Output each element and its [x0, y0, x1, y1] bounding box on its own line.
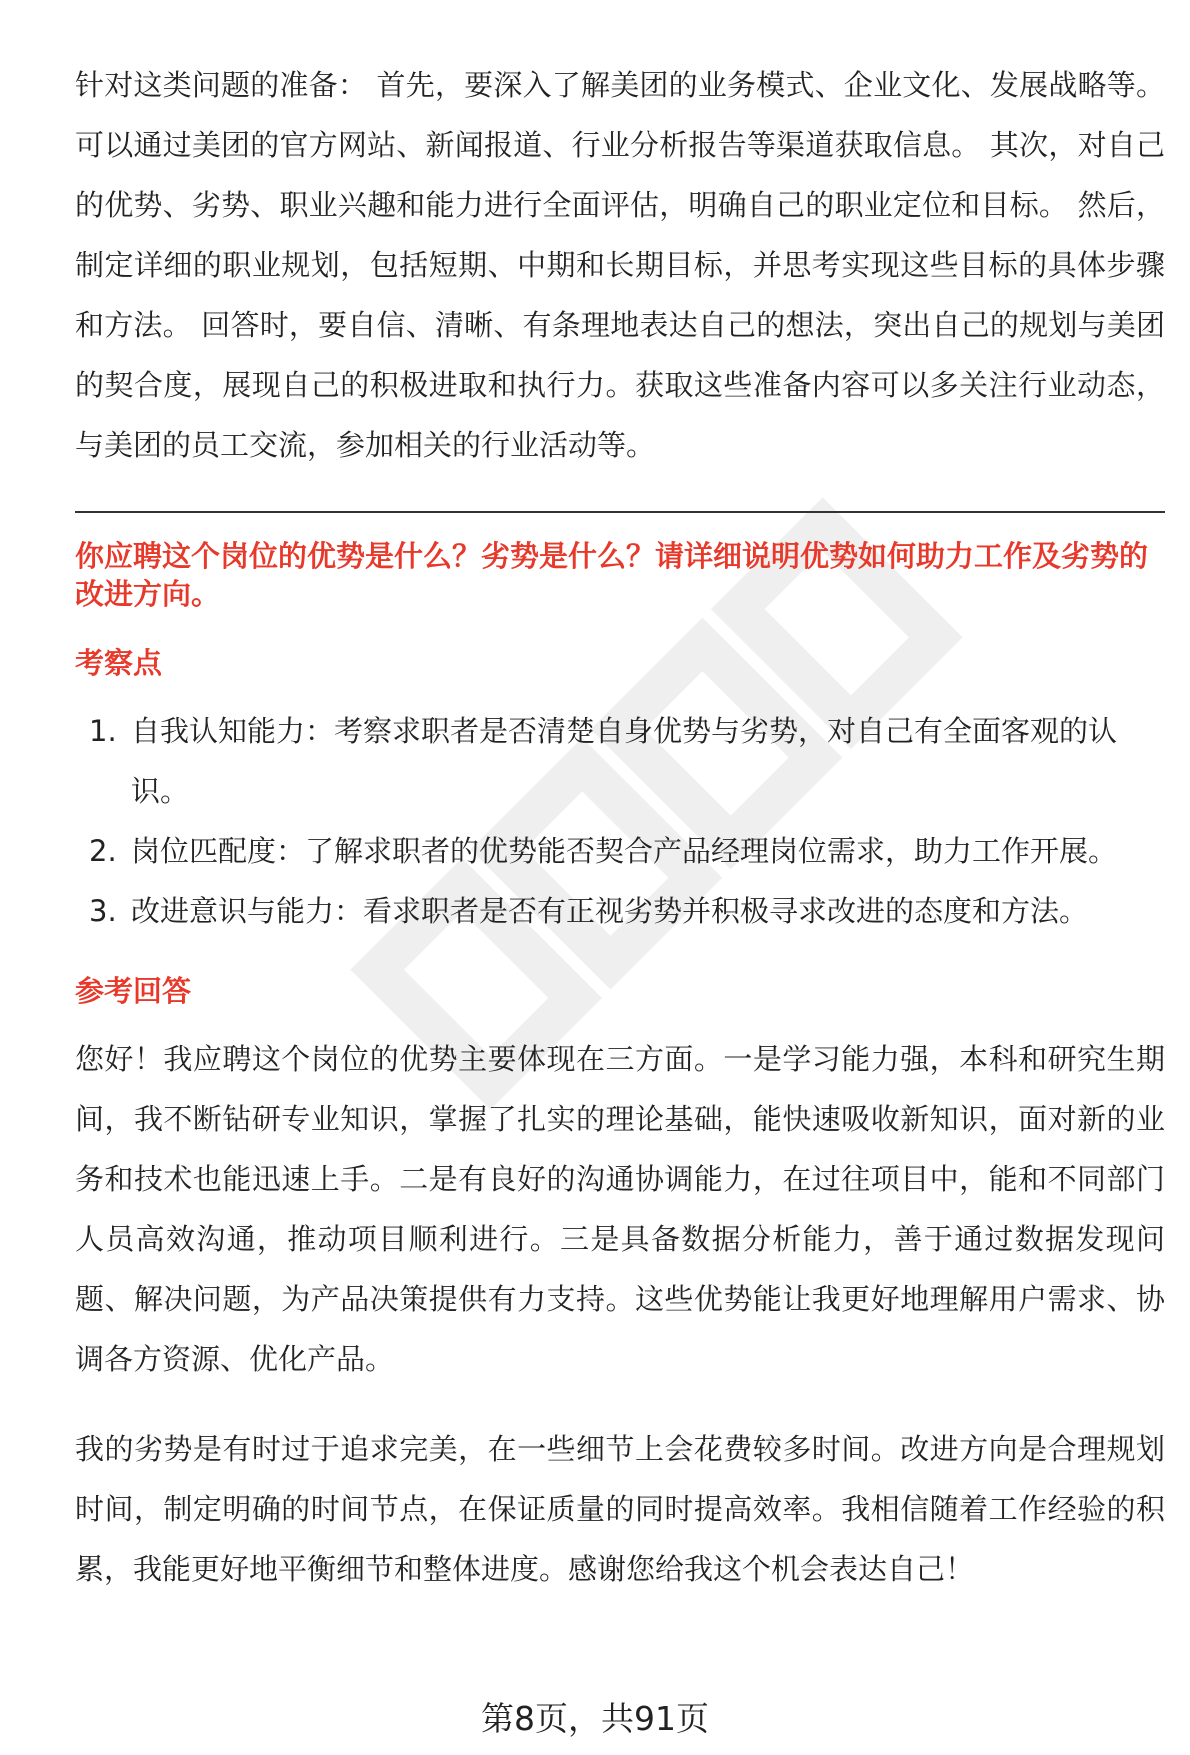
page-content [75, 55, 1165, 1599]
answer-paragraph-strengths: 您好！我应聘这个岗位的优势主要体现在三方面。一是学习能力强，本科和研究生期间，我不断钻研专业知识，掌握了扎实的理论基础，能快速吸收新知识，面对新的业务和技术也能迅速上手。二是有良好的沟通协调能力，在过往项目中，能和不同部门人员高效沟通，推动项目顺利进行。三是具备数据分析能力，善于通过数据发现问题、解决问题，为产品决策提供有力支持。这些优势能让我更好地理解用户需求、协调各方资源、优化产品。 [75, 1042, 1165, 1376]
exam-points-heading: 考察点 [75, 646, 163, 680]
exam-points-list [75, 701, 1165, 941]
list-item-text: 岗位匹配度：了解求职者的优势能否契合产品经理岗位需求，助力工作开展。 [131, 834, 1118, 868]
list-item [75, 881, 1165, 941]
list-item-number: 1. [89, 714, 117, 748]
section-divider [75, 511, 1165, 513]
answer-paragraph-weaknesses: 我的劣势是有时过于追求完美，在一些细节上会花费较多时间。改进方向是合理规划时间，制定明确的时间节点，在保证质量的同时提高效率。我相信随着工作经验的积累，我能更好地平衡细节和整体进度。感谢您给我这个机会表达自己！ [75, 1432, 1165, 1586]
list-item-text: 改进意识与能力：看求职者是否有正视劣势并积极寻求改进的态度和方法。 [131, 894, 1089, 928]
list-item-text: 自我认知能力：考察求职者是否清楚自身优势与劣势，对自己有全面客观的认识。 [131, 714, 1118, 808]
reference-answer-heading: 参考回答 [75, 974, 192, 1008]
list-item-number: 2. [89, 834, 117, 868]
page-number: 第8页，共91页 [481, 1699, 709, 1738]
list-item [75, 701, 1165, 821]
list-item-number: 3. [89, 894, 117, 928]
question-title: 你应聘这个岗位的优势是什么？劣势是什么？请详细说明优势如何助力工作及劣势的改进方向。 [75, 539, 1149, 611]
list-item [75, 821, 1165, 881]
intro-paragraph: 针对这类问题的准备： 首先，要深入了解美团的业务模式、企业文化、发展战略等。可以通过美团的官方网站、新闻报道、行业分析报告等渠道获取信息。 其次，对自己的优势、劣势、职业兴趣和能力进行全面评估，明确自己的职业定位和目标。 然后，制定详细的职业规划，包括短期、中期和长期目标，并思考实现这些目标的具体步骤和方法。 回答时，要自信、清晰、有条理地表达自己的想法，突出自己的规划与美团的契合度，展现自己的积极进取和执行力。获取这些准备内容可以多关注行业动态，与美团的员工交流，参加相关的行业活动等。 [75, 68, 1165, 462]
